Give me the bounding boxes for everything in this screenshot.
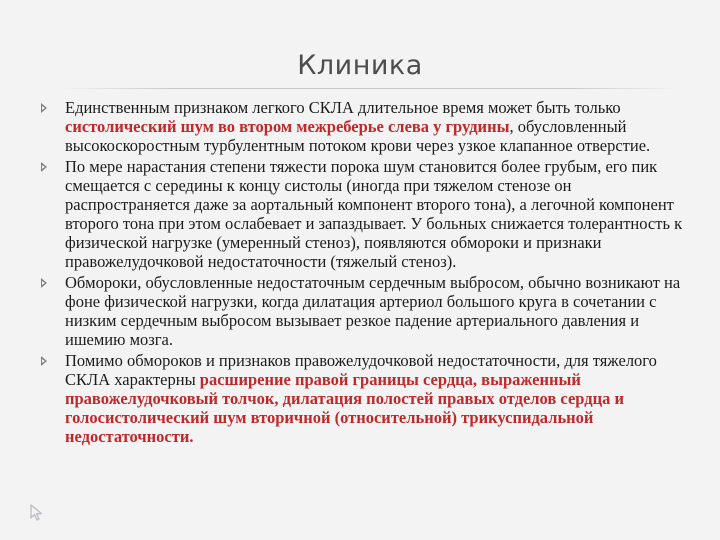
bullet-text: Помимо обмороков и признаков правожелудочковой недостаточности, для тяжелого СКЛА характерны <box>65 351 657 389</box>
triangle-bullet-icon <box>41 162 47 172</box>
highlighted-text: расширение правой границы сердца, выраженный правожелудочковый толчок, дилатация полостей правых отделов сердца и голосистолический шум вторичной (относительной) трикуспидальной недостаточности. <box>65 370 624 446</box>
highlighted-text: систолический шум во втором межреберье слева у грудины <box>65 117 510 136</box>
bullet-item <box>40 98 690 155</box>
triangle-bullet-icon <box>41 356 47 366</box>
cursor-arrow-icon <box>28 503 48 521</box>
title-divider <box>60 88 680 89</box>
bullet-text: Обмороки, обусловленные недостаточным сердечным выбросом, обычно возникают на фоне физической нагрузки, когда дилатация артериол большого круга в сочетании с низким сердечным выбросом вызывает резкое падение артериального давления и ишемию мозга. <box>65 273 681 349</box>
triangle-bullet-icon <box>41 278 47 288</box>
bullet-item <box>40 273 690 349</box>
bullet-text: , обусловленный высокоскоростным турбулентным потоком крови через узкое клапанное отверстие. <box>65 117 651 155</box>
bullet-text: По мере нарастания степени тяжести порока шум становится более грубым, его пик смещается с середины к концу систолы (иногда при тяжелом стенозе он распространяется даже за аортальный компонент второго тона), а легочной компонент второго тона при этом ослабевает и запаздывает. У больных снижается толерантность к физической нагрузке (умеренный стеноз), появляются обмороки и признаки правожелудочковой недостаточности (тяжелый стеноз). <box>65 157 683 271</box>
bullet-list <box>40 98 690 448</box>
bullet-item <box>40 351 690 446</box>
bullet-text: Единственным признаком легкого СКЛА длительное время может быть только <box>65 98 621 117</box>
bullet-item <box>40 157 690 271</box>
slide-title: Клиника <box>297 50 423 81</box>
triangle-bullet-icon <box>41 103 47 113</box>
